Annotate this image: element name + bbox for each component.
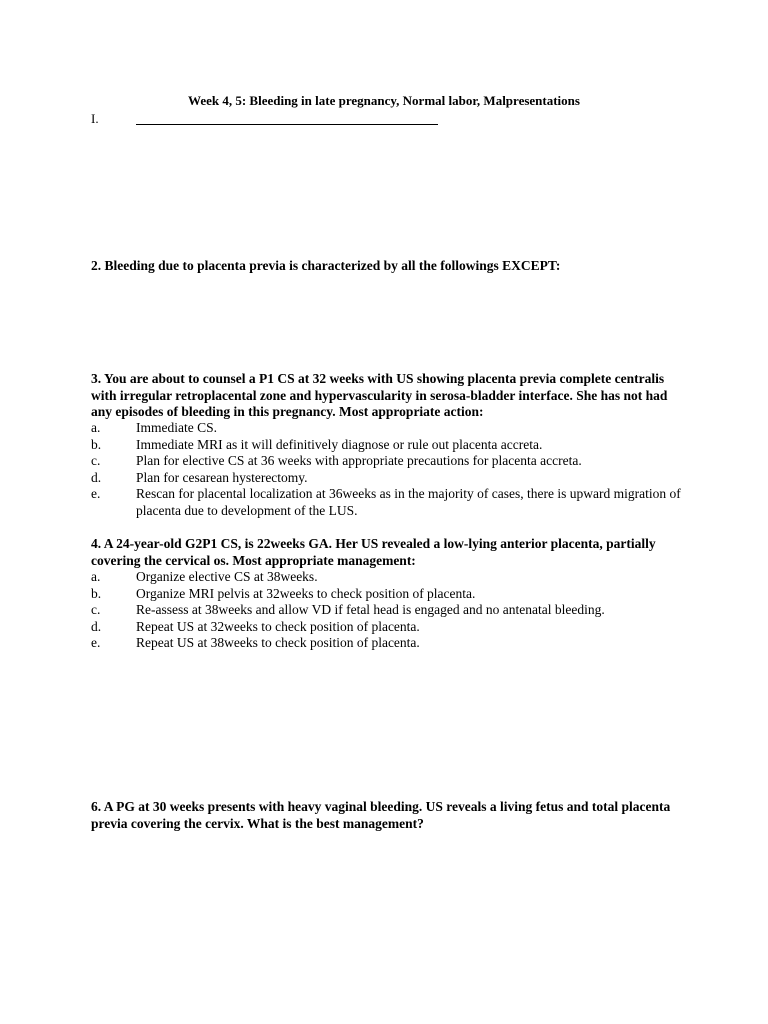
option-item [91,569,691,586]
option-text: Rescan for placental localization at 36weeks as in the majority of cases, there is upward migration of placenta due to development of the LUS. [136,486,681,518]
option-letter: b. [91,585,102,601]
question-4-options [91,569,691,652]
option-item [91,420,691,437]
option-letter: d. [91,618,102,634]
title-text: Week 4, 5: Bleeding in late pregnancy, Normal labor, Malpresentations [188,93,580,108]
option-letter: c. [91,602,101,617]
option-text: Plan for cesarean hysterectomy. [136,469,308,485]
question-6-text: 6. A PG at 30 weeks presents with heavy vaginal bleeding. US reveals a living fetus and total placenta previa covering the cervix. What is the best management? [91,799,671,831]
document-title [0,93,768,109]
option-item [91,635,691,652]
option-item [91,619,691,636]
option-item [91,470,691,487]
option-item [91,586,691,603]
option-letter: a. [91,569,101,584]
option-letter: c. [91,453,101,468]
question-3-text: 3. You are about to counsel a P1 CS at 32 weeks with US showing placenta previa complete centralis with irregular retroplacental zone and hypervascularity in serosa-bladder interface. She has not had any episodes of bleeding in this pregnancy. Most appropriate action: [91,371,668,419]
option-letter: e. [91,635,101,650]
question-3-options [91,420,691,519]
option-text: Organize MRI pelvis at 32weeks to check position of placenta. [136,585,476,601]
option-text: Repeat US at 38weeks to check position of placenta. [136,635,420,650]
option-item [91,453,691,470]
option-text: Plan for elective CS at 36 weeks with appropriate precautions for placenta accreta. [136,453,582,468]
option-letter: e. [91,486,101,501]
question-1-blank-line [136,124,438,125]
option-item [91,486,691,519]
option-item [91,437,691,454]
question-1-number: I. [91,111,99,126]
option-text: Organize elective CS at 38weeks. [136,569,318,584]
option-text: Re-assess at 38weeks and allow VD if fetal head is engaged and no antenatal bleeding. [136,602,605,617]
option-letter: a. [91,420,101,435]
question-4-text: 4. A 24-year-old G2P1 CS, is 22weeks GA. Her US revealed a low-lying anterior placenta, partially covering the cervical os. Most appropriate management: [91,536,656,568]
option-text: Repeat US at 32weeks to check position of placenta. [136,618,420,634]
option-item [91,602,691,619]
option-letter: d. [91,469,102,485]
option-text: Immediate CS. [136,420,217,435]
option-letter: b. [91,436,102,452]
option-text: Immediate MRI as it will definitively diagnose or rule out placenta accreta. [136,436,543,452]
question-2-text: 2. Bleeding due to placenta previa is characterized by all the followings EXCEPT: [91,258,561,273]
